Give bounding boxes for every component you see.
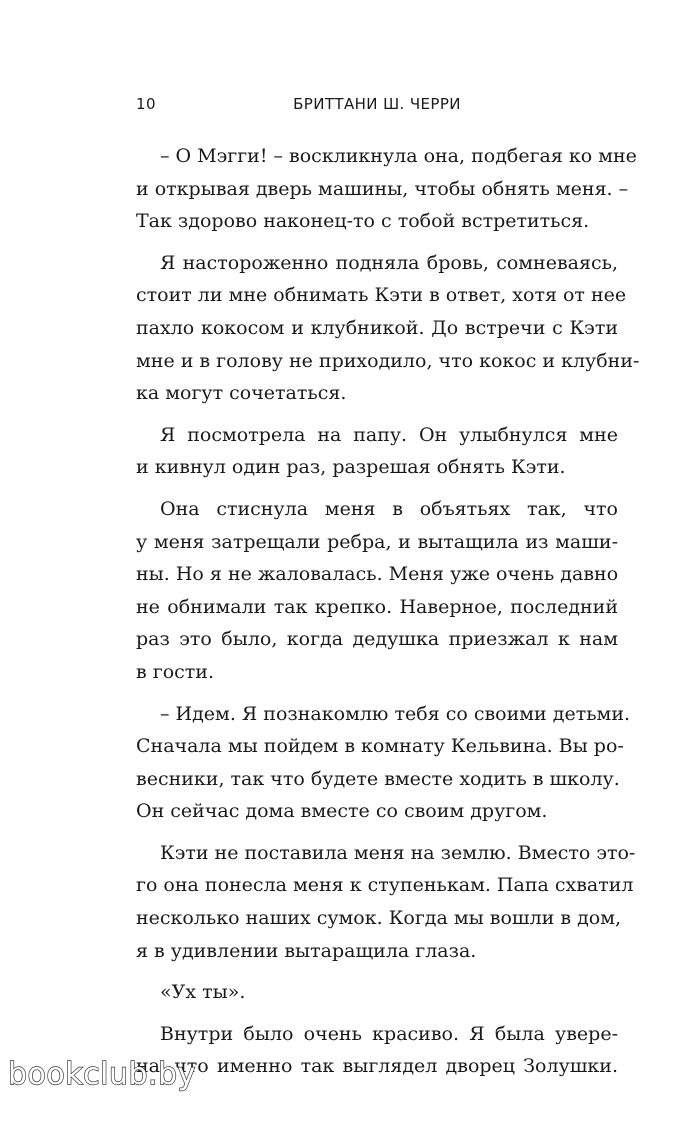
text-line: и кивнул один раз, разрешая обнять Кэти.: [136, 456, 566, 479]
paragraph: [136, 1018, 618, 1083]
paragraph: [136, 976, 618, 1009]
page-header: [136, 95, 618, 119]
watermark-logo: bookclub.by: [8, 1057, 196, 1092]
page-body: [136, 140, 640, 1083]
paragraph: [136, 419, 618, 484]
text-line: и открывая дверь машины, чтобы обнять меня. –: [136, 177, 629, 200]
text-line: Так здорово наконец-то с тобой встретиться.: [136, 210, 590, 233]
text-line: у меня затрещали ребра, и вытащила из маши-: [136, 530, 618, 553]
paragraph: [136, 247, 640, 410]
paragraph-gap: [136, 828, 618, 837]
paragraph-gap: [136, 1009, 618, 1018]
text-line: на, что именно так выглядел дворец Золушки.: [136, 1055, 618, 1078]
text-line: я в удивлении вытаращила глаза.: [136, 939, 477, 962]
text-line: весники, так что будете вместе ходить в школу.: [136, 767, 620, 790]
page-number: 10: [136, 95, 156, 113]
text-line: Внутри было очень красиво. Я была увере-: [160, 1022, 618, 1045]
text-line: стоит ли мне обнимать Кэти в ответ, хотя от нее: [136, 284, 627, 307]
paragraph: [136, 837, 636, 967]
text-line: – Идем. Я познакомлю тебя со своими детьми.: [160, 702, 631, 725]
paragraph-gap: [136, 410, 618, 419]
paragraph: [136, 140, 637, 238]
paragraph-gap: [136, 238, 618, 247]
text-line: раз это было, когда дедушка приезжал к нам: [136, 628, 618, 651]
text-line: го она понесла меня к ступенькам. Папа схватил: [136, 874, 634, 897]
paragraph-gap: [136, 689, 618, 698]
text-line: Она стиснула меня в объятьях так, что: [160, 497, 618, 520]
paragraph: [136, 698, 631, 828]
text-line: Я посмотрела на папу. Он улыбнулся мне: [160, 423, 618, 446]
paragraph-gap: [136, 484, 618, 493]
text-line: ка могут сочетаться.: [136, 382, 347, 405]
text-line: Я настороженно подняла бровь, сомневаясь,: [160, 251, 618, 274]
text-line: пахло кокосом и клубникой. До встречи с Кэти: [136, 316, 618, 339]
text-line: Сначала мы пойдем в комнату Кельвина. Вы ро-: [136, 735, 624, 758]
text-line: Он сейчас дома вместе со своим другом.: [136, 800, 548, 823]
paragraph-gap: [136, 967, 618, 976]
text-line: – О Мэгги! – воскликнула она, подбегая ко мне: [160, 145, 637, 167]
text-line: «Ух ты».: [160, 981, 246, 1004]
text-line: мне и в голову не приходило, что кокос и клубни-: [136, 349, 640, 372]
text-line: в гости.: [136, 660, 214, 683]
text-line: несколько наших сумок. Когда мы вошли в дом,: [136, 907, 622, 930]
text-line: не обнимали так крепко. Наверное, последний: [136, 595, 618, 618]
running-title: БРИТТАНИ Ш. ЧЕРРИ: [293, 95, 461, 113]
paragraph: [136, 493, 618, 689]
text-line: Кэти не поставила меня на землю. Вместо это-: [160, 841, 636, 864]
text-line: ны. Но я не жаловалась. Меня уже очень давно: [136, 563, 619, 586]
